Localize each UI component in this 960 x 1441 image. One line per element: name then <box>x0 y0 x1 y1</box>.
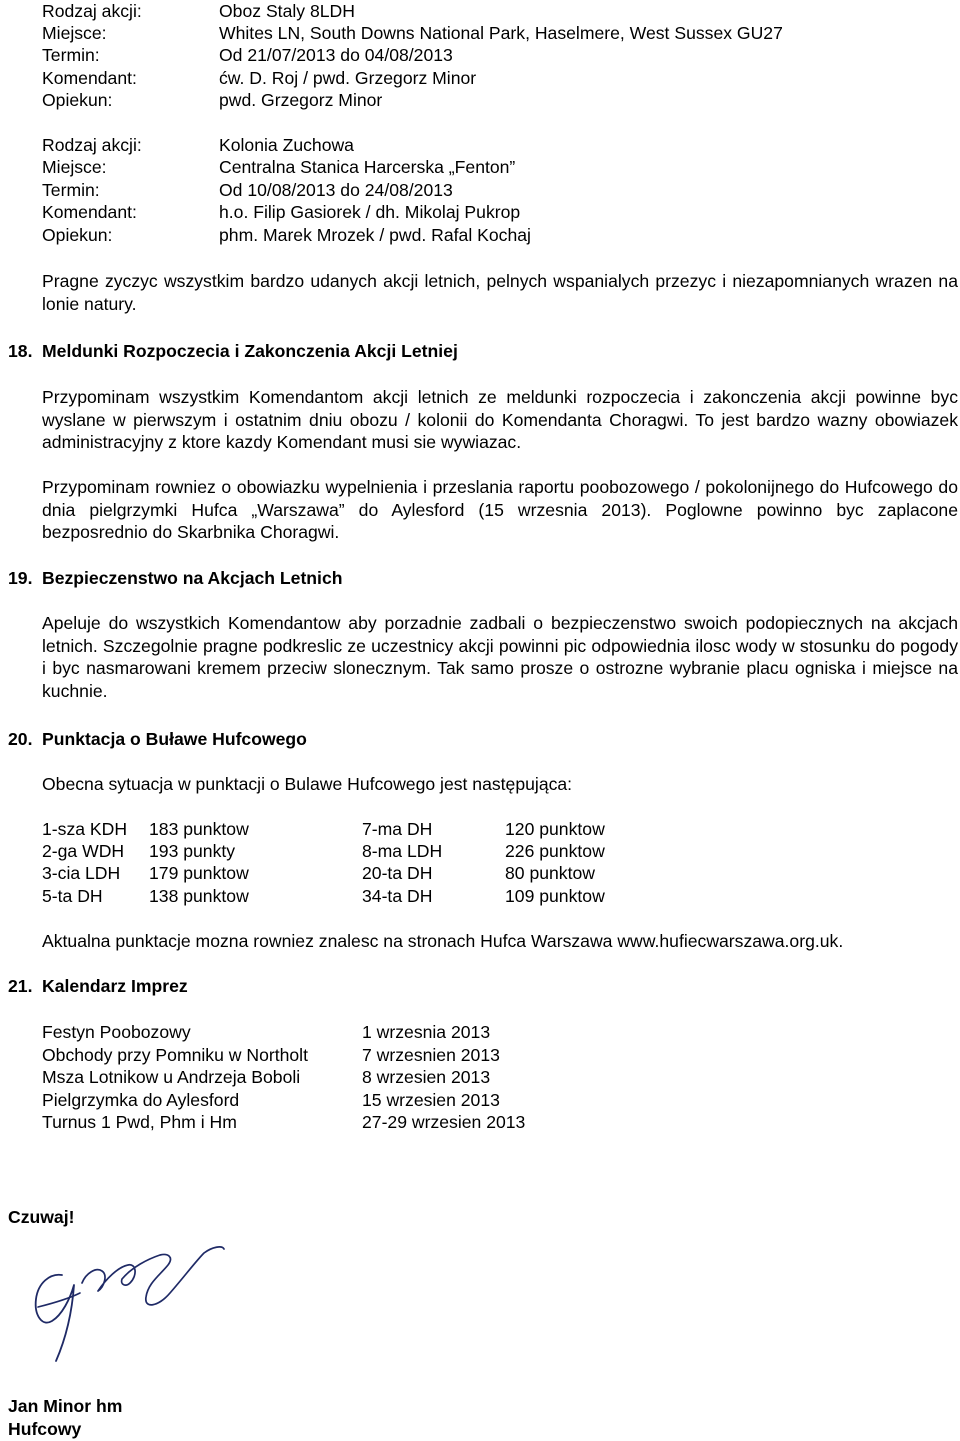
table-cell: 7-ma DH <box>362 819 433 839</box>
akcja2-termin-label: Termin: <box>42 180 100 200</box>
event-name: Turnus 1 Pwd, Phm i Hm <box>42 1112 237 1132</box>
table-cell: 20-ta DH <box>362 863 433 883</box>
section-20-heading <box>8 728 307 750</box>
table-cell: 1-sza KDH <box>42 819 128 839</box>
section-18-heading <box>8 340 458 362</box>
event-name: Msza Lotnikow u Andrzeja Boboli <box>42 1067 301 1087</box>
section-19-heading <box>8 567 342 589</box>
event-date: 1 wrzesnia 2013 <box>362 1022 491 1042</box>
table-cell: 2-ga WDH <box>42 841 125 861</box>
signer-role: Hufcowy <box>8 1419 82 1439</box>
akcja2-rodzaj-label: Rodzaj akcji: <box>42 135 142 155</box>
table-cell: 34-ta DH <box>362 886 433 906</box>
event-date: 8 wrzesien 2013 <box>362 1067 491 1087</box>
section-18-title: Meldunki Rozpoczecia i Zakonczenia Akcji Letniej <box>42 341 458 361</box>
signer-name: Jan Minor hm <box>8 1396 123 1416</box>
table-cell: 80 punktow <box>505 863 595 883</box>
handwritten-signature <box>8 1223 228 1373</box>
table-cell: 179 punktow <box>149 863 249 883</box>
akcja2-komendant-label: Komendant: <box>42 202 137 222</box>
section-20-title: Punktacja o Buławe Hufcowego <box>42 729 307 749</box>
akcja1-opiekun-label: Opiekun: <box>42 90 113 110</box>
czuwaj-greeting: Czuwaj! <box>8 1207 75 1227</box>
table-cell: 226 punktow <box>505 841 605 861</box>
section-20-intro: Obecna sytuacja w punktacji o Bulawe Hufcowego jest następująca: <box>42 774 573 794</box>
akcja2-rodzaj: Kolonia Zuchowa <box>219 135 354 155</box>
akcja1-termin-label: Termin: <box>42 45 100 65</box>
table-cell: 120 punktow <box>505 819 605 839</box>
akcja1-miejsce-label: Miejsce: <box>42 23 107 43</box>
table-cell: 109 punktow <box>505 886 605 906</box>
akcja1-termin: Od 21/07/2013 do 04/08/2013 <box>219 45 453 65</box>
table-cell: 183 punktow <box>149 819 249 839</box>
table-cell: 8-ma LDH <box>362 841 443 861</box>
akcja1-komendant: ćw. D. Roj / pwd. Grzegorz Minor <box>219 68 477 88</box>
section-21-heading <box>8 975 188 997</box>
akcja2-opiekun-label: Opiekun: <box>42 225 113 245</box>
akcja1-rodzaj-label: Rodzaj akcji: <box>42 1 142 21</box>
akcja1-opiekun: pwd. Grzegorz Minor <box>219 90 383 110</box>
akcja1-rodzaj: Oboz Staly 8LDH <box>219 1 355 21</box>
section-18-paragraph-1: Przypominam wszystkim Komendantom akcji letnich ze meldunki rozpoczecia i zakonczenia akcji powinne byc wyslane w pierwszym i ostatnim dniu obozu / kolonii do Komendanta Choragwi. To jest bardzo wazny obowiazek administracyjny z ktore kazdy Komendant musi sie wywiazac. <box>42 387 958 452</box>
table-cell: 5-ta DH <box>42 886 103 906</box>
section-18-paragraph-2: Przypominam rowniez o obowiazku wypelnienia i przeslania raportu poobozowego / pokolonijnego do Hufcowego do dnia pielgrzymki Hufca „Warszawa” do Aylesford (15 wrzesnia 2013). Poglowne powinno byc zaplacone bezposrednio do Skarbnika Choragwi. <box>42 477 958 542</box>
akcja2-termin: Od 10/08/2013 do 24/08/2013 <box>219 180 453 200</box>
akcja2-miejsce: Centralna Stanica Harcerska „Fenton” <box>219 157 516 177</box>
event-date: 7 wrzesnien 2013 <box>362 1045 500 1065</box>
section-18-number: 18. <box>8 341 33 361</box>
akcja2-miejsce-label: Miejsce: <box>42 157 107 177</box>
zyczenia-paragraph: Pragne zyczyc wszystkim bardzo udanych akcji letnich, pelnych wspanialych przezyc i niezapomnianych wrazen na lonie natury. <box>42 271 958 314</box>
section-21-title: Kalendarz Imprez <box>42 976 188 996</box>
table-cell: 138 punktow <box>149 886 249 906</box>
table-cell: 193 punkty <box>149 841 236 861</box>
section-19-paragraph: Apeluje do wszystkich Komendantow aby porzadnie zadbali o bezpieczenstwo swoich podopiecznych na akcjach letnich. Szczegolnie pragne podkreslic ze uczestnicy akcji powinni pic odpowiednia ilosc wody w stosunku do pogody i byc nasmarowani kremem przeciw slonecznym. Tak samo prosze o ostrozne wybranie placu ogniska i miejsce na kuchnie. <box>42 613 958 701</box>
section-20-number: 20. <box>8 729 33 749</box>
akcja2-opiekun: phm. Marek Mrozek / pwd. Rafal Kochaj <box>219 225 531 245</box>
akcja1-miejsce: Whites LN, South Downs National Park, Haselmere, West Sussex GU27 <box>219 23 783 43</box>
section-19-number: 19. <box>8 568 33 588</box>
table-cell: 3-cia LDH <box>42 863 121 883</box>
event-name: Festyn Poobozowy <box>42 1022 191 1042</box>
akcja2-komendant: h.o. Filip Gasiorek / dh. Mikolaj Pukrop <box>219 202 521 222</box>
event-name: Obchody przy Pomniku w Northolt <box>42 1045 308 1065</box>
event-name: Pielgrzymka do Aylesford <box>42 1090 240 1110</box>
section-19-title: Bezpieczenstwo na Akcjach Letnich <box>42 568 343 588</box>
akcja1-komendant-label: Komendant: <box>42 68 137 88</box>
section-21-number: 21. <box>8 976 33 996</box>
section-20-outro: Aktualna punktacje mozna rowniez znalesc na stronach Hufca Warszawa www.hufiecwarszawa.org.uk. <box>42 931 844 951</box>
event-date: 27-29 wrzesien 2013 <box>362 1112 526 1132</box>
event-date: 15 wrzesien 2013 <box>362 1090 500 1110</box>
